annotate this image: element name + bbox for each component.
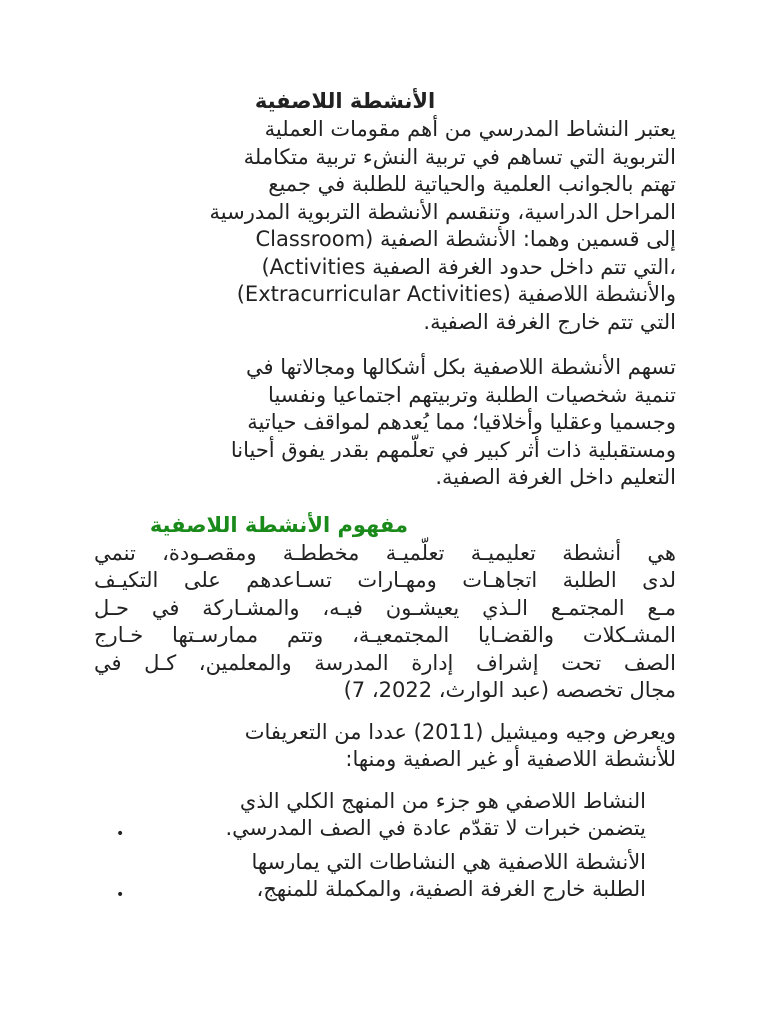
document-page [94,86,676,920]
text-line: مـع المجتمـع الـذي يعيشـون فيـه، والمشـاركة في حـل [94,595,676,620]
page-title: الأنشطة اللاصفية [254,89,436,113]
list-item [251,849,646,904]
bullet-icon: • [116,826,125,842]
definitions-list [94,788,676,904]
text-line: يعتبر النشاط المدرسي من أهم مقومات العملية [264,117,676,141]
text-line: التي تتم خارج الغرفة الصفية. [423,309,676,334]
text-line: الأنشطة اللاصفية هي النشاطات التي يمارسها [251,849,646,874]
text-line: ومستقبلية ذات أثر كبير في تعلّمهم بقدر يفوق أحيانا [230,437,676,462]
text-line: النشاط اللاصفي هو جزء من المنهج الكلي الذي [239,788,646,813]
text-line: تنمية شخصيات الطلبة وتربيتهم اجتماعيا ونفسيا [268,382,676,407]
list-item [225,788,646,843]
text-line: إلى قسمين وهما: الأنشطة الصفية (Classroom [255,227,676,251]
text-line: المراحل الدراسية، وتنقسم الأنشطة التربوية المدرسية [209,199,676,224]
text-line: الصف تحت إشراف إدارة المدرسة والمعلمين، كـل في [94,650,676,675]
text-line: يتضمن خبرات لا تقدّم عادة في الصف المدرسي. [225,816,646,840]
paragraph-benefits [94,354,676,492]
text-line: وجسميا وعقليا وأخلاقيا؛ مما يُعدهم لمواقف حياتية [247,410,676,434]
text-line: والأنشطة اللاصفية (Extracurricular Activities) [236,282,676,306]
text-line: التربوية التي تساهم في تربية النشء تربية متكاملة [243,144,676,169]
text-line: تهتم بالجوانب العلمية والحياتية للطلبة في جميع [268,172,676,196]
text-line: التعليم داخل الغرفة الصفية. [435,465,676,489]
text-line: للأنشطة اللاصفية أو غير الصفية ومنها: [345,747,676,771]
paragraph-definitions-intro [94,719,676,774]
text-line: ويعرض وجيه وميشيل (2011) عددا من التعريفات [244,719,676,744]
section-heading: مفهوم الأنشطة اللاصفية [149,512,408,537]
text-line: المشـكلات والقضـايا المجتمعيـة، وتتم ممارسـتها خـارج [94,623,676,647]
bullet-icon: • [116,887,125,903]
paragraph-intro [94,116,676,336]
text-line: (Activities التي تتم داخل حدود الغرفة الصفية، [261,254,676,279]
paragraph-definition [94,540,676,705]
text-line: تسهم الأنشطة اللاصفية بكل أشكالها ومجالاتها في [245,355,676,379]
text-line: الطلبة خارج الغرفة الصفية، والمكملة للمنهج، [256,877,646,901]
text-line: مجال تخصصه (عبد الوارث، 2022، 7) [343,678,676,702]
text-line: لدى الطلبة اتجاهـات ومهـارات تسـاعدهم على التكيـف [94,568,676,592]
text-line: هي أنشطة تعليميـة تعلّميـة مخططـة ومقصـودة، تنمي [94,540,676,565]
